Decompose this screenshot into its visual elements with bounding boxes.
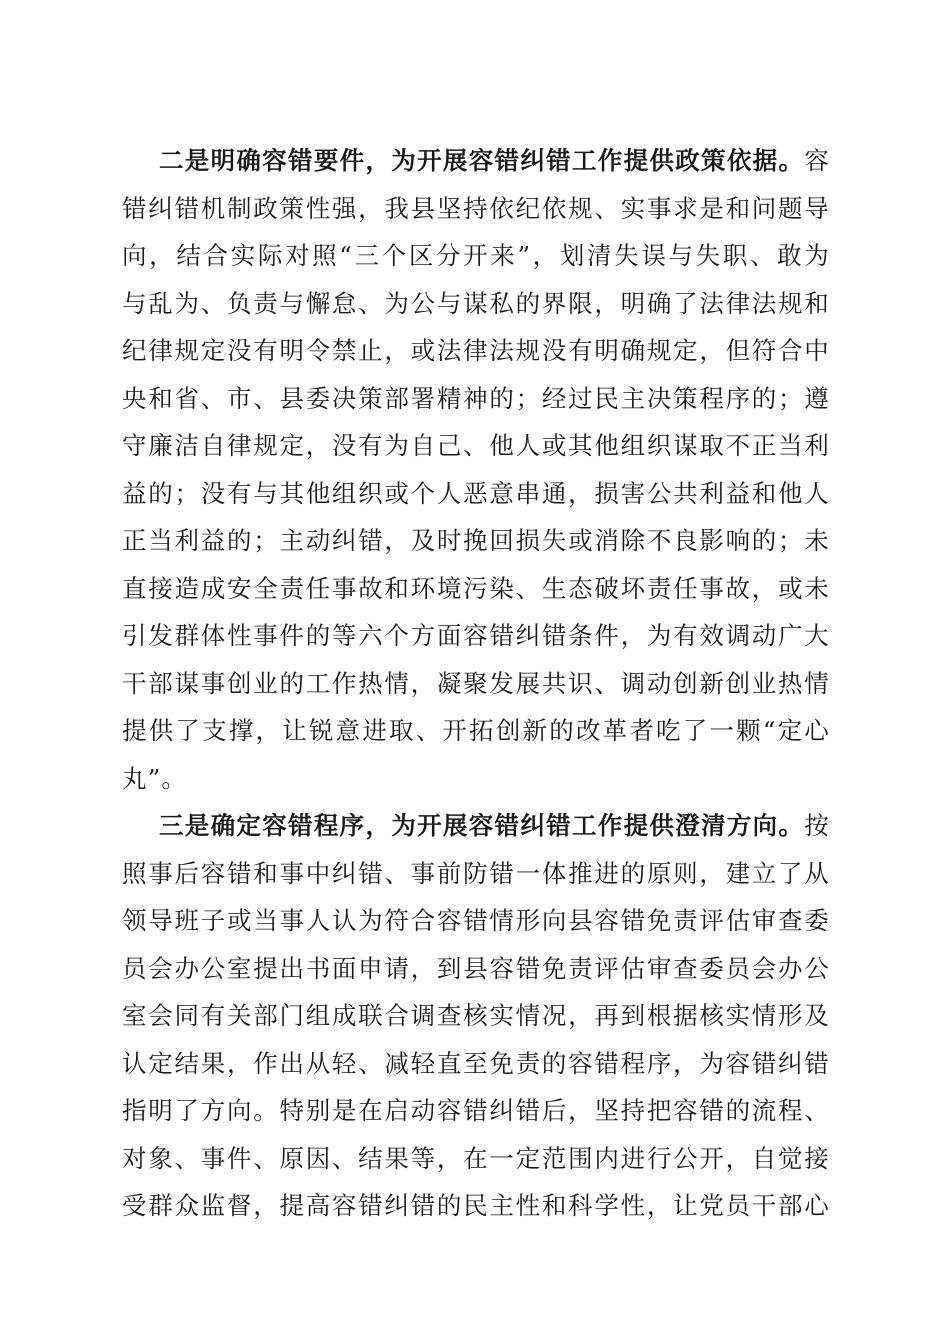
text-line (122, 137, 830, 185)
text-line: 央和省、市、县委决策部署精神的；经过民主决策程序的；遵 (122, 383, 830, 413)
text-line-tail: 容 (804, 146, 830, 175)
text-line: 正当利益的；主动纠错，及时挽回损失或消除不良影响的；未 (122, 526, 830, 555)
text-line: 丸”。 (122, 763, 188, 793)
text-line: 错纠错机制政策性强，我县坚持依纪依规、实事求是和问题导 (122, 193, 830, 223)
text-line-tail: 按 (804, 811, 830, 840)
paragraph-requirements (122, 137, 830, 802)
text-line (122, 802, 830, 850)
text-line: 提供了支撑，让锐意进取、开拓创新的改革者吃了一颗“定心 (122, 716, 830, 745)
text-line: 益的；没有与其他组织或个人恶意串通，损害公共利益和他人 (122, 478, 830, 508)
text-line: 纪律规定没有明令禁止，或法律法规没有明确规定，但符合中 (122, 336, 830, 365)
text-line: 向，结合实际对照“三个区分开来”，划清失误与失职、敢为 (122, 241, 830, 270)
text-line: 领导班子或当事人认为符合容错情形向县容错免责评估审查委 (122, 906, 830, 935)
text-line: 指明了方向。特别是在启动容错纠错后，坚持把容错的流程、 (122, 1096, 830, 1125)
text-line: 室会同有关部门组成联合调查核实情况，再到根据核实情形及 (122, 1001, 830, 1030)
text-line: 受群众监督，提高容错纠错的民主性和科学性，让党员干部心 (122, 1191, 830, 1220)
text-line: 守廉洁自律规定，没有为自己、他人或其他组织谋取不正当利 (122, 431, 830, 460)
paragraph-procedure (122, 802, 830, 1230)
document-body (122, 137, 830, 1230)
text-line: 照事后容错和事中纠错、事前防错一体推进的原则，建立了从 (122, 858, 830, 888)
paragraph-lead: 三是确定容错程序，为开展容错纠错工作提供澄清方向。 (159, 811, 805, 840)
text-line: 引发群体性事件的等六个方面容错纠错条件，为有效调动广大 (122, 621, 830, 650)
text-line: 对象、事件、原因、结果等，在一定范围内进行公开，自觉接 (122, 1143, 830, 1173)
text-line: 员会办公室提出书面申请，到县容错免责评估审查委员会办公 (122, 953, 830, 983)
text-line: 认定结果，作出从轻、减轻直至免责的容错程序，为容错纠错 (122, 1048, 830, 1078)
text-line: 直接造成安全责任事故和环境污染、生态破坏责任事故，或未 (122, 573, 830, 603)
text-line: 干部谋事创业的工作热情，凝聚发展共识、调动创新创业热情 (122, 668, 830, 698)
text-line: 与乱为、负责与懈怠、为公与谋私的界限，明确了法律法规和 (122, 288, 830, 318)
paragraph-lead: 二是明确容错要件，为开展容错纠错工作提供政策依据。 (159, 146, 805, 175)
